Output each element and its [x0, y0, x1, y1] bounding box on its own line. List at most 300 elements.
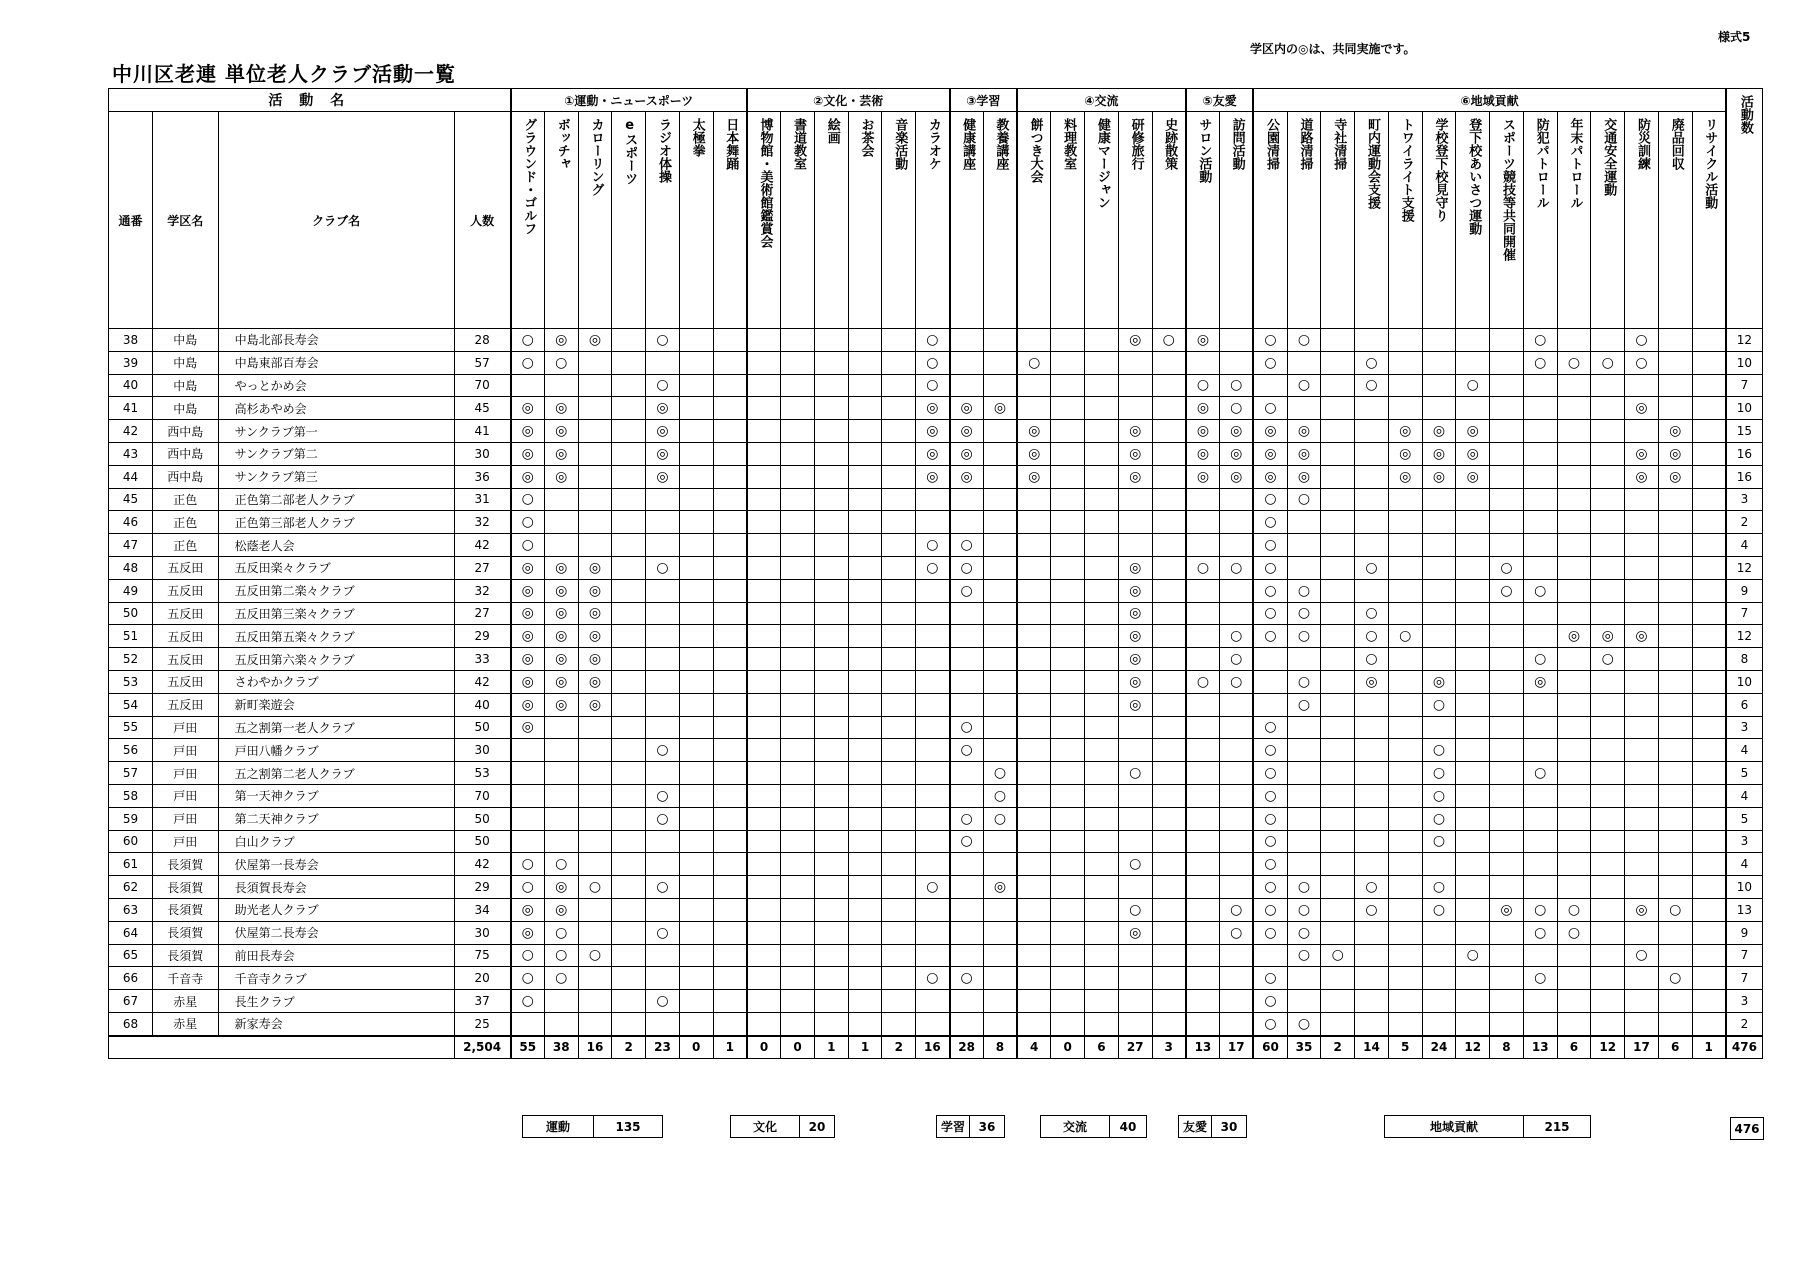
activity-mark	[713, 442, 747, 465]
activity-mark	[1625, 602, 1659, 625]
activity-mark	[882, 739, 916, 762]
table-row	[109, 488, 1763, 511]
activity-mark	[747, 488, 781, 511]
activity-mark	[882, 716, 916, 739]
activity-mark	[1625, 670, 1659, 693]
activity-mark: ○	[511, 853, 545, 876]
activity-mark	[1692, 1012, 1726, 1035]
activity-mark	[1321, 511, 1355, 534]
activity-mark: ◎	[1118, 420, 1152, 443]
activity-mark	[1152, 739, 1186, 762]
activity-mark: ○	[1422, 739, 1456, 762]
activity-mark	[1085, 556, 1119, 579]
activity-mark	[1085, 511, 1119, 534]
row-number: 63	[109, 898, 153, 921]
activity-mark	[814, 670, 848, 693]
district-name: 中島	[153, 397, 219, 420]
activity-mark	[1220, 329, 1254, 352]
activity-mark	[713, 693, 747, 716]
activity-mark	[1456, 693, 1490, 716]
activity-mark	[950, 898, 984, 921]
activity-mark	[848, 990, 882, 1013]
activity-mark: ○	[1253, 807, 1287, 830]
activity-mark	[1591, 990, 1625, 1013]
activity-mark	[1658, 830, 1692, 853]
district-name: 五反田	[153, 648, 219, 671]
activity-mark	[1456, 1012, 1490, 1035]
row-activity-count: 5	[1726, 762, 1763, 785]
activity-mark	[1557, 670, 1591, 693]
activity-mark	[679, 944, 713, 967]
activity-mark	[1692, 465, 1726, 488]
district-name: 西中島	[153, 465, 219, 488]
activity-mark	[1152, 351, 1186, 374]
activity-header: 研修旅行	[1118, 112, 1152, 329]
club-header: クラブ名	[218, 112, 454, 329]
activity-mark	[916, 898, 950, 921]
club-name: 中島北部長寿会	[218, 329, 454, 352]
activity-mark: ◎	[511, 602, 545, 625]
activity-mark	[578, 830, 612, 853]
activity-mark	[1388, 990, 1422, 1013]
district-name: 中島	[153, 351, 219, 374]
activity-mark	[1557, 374, 1591, 397]
summary-box	[730, 1115, 835, 1138]
activity-mark	[1085, 648, 1119, 671]
row-number: 47	[109, 534, 153, 557]
activity-mark	[1456, 762, 1490, 785]
activity-mark	[1118, 876, 1152, 899]
activity-mark	[1152, 898, 1186, 921]
activity-mark	[1625, 876, 1659, 899]
member-count: 30	[454, 442, 510, 465]
table-row	[109, 1012, 1763, 1035]
activity-mark: ○	[544, 853, 578, 876]
row-activity-count: 2	[1726, 1012, 1763, 1035]
activity-mark	[1152, 625, 1186, 648]
activity-mark	[1355, 397, 1389, 420]
activity-mark	[1118, 716, 1152, 739]
row-activity-count: 10	[1726, 876, 1763, 899]
activity-count-header: 活動数	[1726, 89, 1763, 329]
activity-mark	[1523, 1012, 1557, 1035]
activity-mark	[646, 693, 680, 716]
activity-mark	[848, 442, 882, 465]
activity-mark	[1658, 921, 1692, 944]
activity-header: 寺社清掃	[1321, 112, 1355, 329]
activity-mark	[1388, 648, 1422, 671]
activity-mark	[1388, 579, 1422, 602]
activity-mark	[1017, 853, 1051, 876]
activity-mark	[1490, 830, 1524, 853]
activity-mark	[1422, 556, 1456, 579]
activity-mark	[1490, 944, 1524, 967]
activity-mark	[1490, 876, 1524, 899]
table-row	[109, 442, 1763, 465]
activity-mark	[1591, 693, 1625, 716]
activity-mark: ○	[1220, 397, 1254, 420]
row-number: 59	[109, 807, 153, 830]
activity-mark	[1422, 625, 1456, 648]
activity-mark	[916, 921, 950, 944]
member-count: 30	[454, 739, 510, 762]
activity-mark	[1085, 739, 1119, 762]
club-name: サンクラブ第三	[218, 465, 454, 488]
activity-mark	[1557, 1012, 1591, 1035]
member-count: 28	[454, 329, 510, 352]
activity-mark	[1355, 944, 1389, 967]
activity-mark	[1625, 648, 1659, 671]
activity-mark	[747, 648, 781, 671]
activity-mark: ◎	[1118, 556, 1152, 579]
activity-mark: ◎	[1017, 420, 1051, 443]
activity-mark	[1490, 693, 1524, 716]
activity-mark	[814, 807, 848, 830]
activity-mark	[747, 329, 781, 352]
activity-mark	[950, 921, 984, 944]
activity-mark	[713, 898, 747, 921]
activity-mark: ◎	[1186, 442, 1220, 465]
activity-mark	[1051, 442, 1085, 465]
activity-mark	[679, 648, 713, 671]
activity-mark	[814, 693, 848, 716]
activity-mark	[1591, 853, 1625, 876]
activity-mark	[1490, 1012, 1524, 1035]
activity-mark	[882, 420, 916, 443]
activity-header: 公園清掃	[1253, 112, 1287, 329]
activity-header: 教養講座	[983, 112, 1017, 329]
activity-mark: ○	[1422, 876, 1456, 899]
activity-mark	[1658, 876, 1692, 899]
activity-mark	[1388, 488, 1422, 511]
totals-row	[109, 1036, 1763, 1059]
activity-mark	[950, 648, 984, 671]
activity-mark	[916, 762, 950, 785]
activity-mark	[1490, 488, 1524, 511]
activity-mark	[1557, 465, 1591, 488]
activity-mark: ○	[1355, 556, 1389, 579]
activity-mark	[1388, 967, 1422, 990]
activity-mark	[1186, 534, 1220, 557]
activity-mark	[848, 898, 882, 921]
activity-mark	[511, 1012, 545, 1035]
district-name: 中島	[153, 329, 219, 352]
activity-mark	[1017, 1012, 1051, 1035]
activity-mark: ○	[1253, 488, 1287, 511]
activity-mark	[612, 967, 646, 990]
activity-mark	[882, 465, 916, 488]
activity-mark	[916, 739, 950, 762]
activity-mark	[646, 579, 680, 602]
activity-total: 17	[1220, 1036, 1254, 1059]
activity-mark: ○	[1355, 648, 1389, 671]
activity-mark	[882, 625, 916, 648]
group-header: ①運動・ニュースポーツ	[511, 89, 747, 112]
activity-header: トワイライト支援	[1388, 112, 1422, 329]
activity-mark: ◎	[1456, 420, 1490, 443]
activity-mark	[1490, 625, 1524, 648]
activity-mark	[511, 374, 545, 397]
member-count: 40	[454, 693, 510, 716]
activity-mark: ○	[1152, 329, 1186, 352]
district-name: 五反田	[153, 579, 219, 602]
activity-mark	[1523, 534, 1557, 557]
activity-mark	[1152, 807, 1186, 830]
activity-mark	[1591, 898, 1625, 921]
activity-mark	[848, 921, 882, 944]
activity-mark	[679, 556, 713, 579]
activity-mark	[1422, 602, 1456, 625]
club-name: 正色第三部老人クラブ	[218, 511, 454, 534]
activity-mark	[646, 602, 680, 625]
activity-mark	[1456, 329, 1490, 352]
activity-mark	[1625, 853, 1659, 876]
activity-mark	[679, 921, 713, 944]
activity-mark: ○	[1220, 898, 1254, 921]
activity-mark: ◎	[578, 625, 612, 648]
activity-mark	[983, 442, 1017, 465]
activity-mark: ○	[1253, 990, 1287, 1013]
activity-mark	[1490, 511, 1524, 534]
activity-mark	[612, 329, 646, 352]
activity-mark	[1051, 716, 1085, 739]
activity-mark	[882, 488, 916, 511]
table-row	[109, 351, 1763, 374]
club-name: 第一天神クラブ	[218, 784, 454, 807]
activity-mark	[1456, 625, 1490, 648]
activity-mark: ◎	[1388, 465, 1422, 488]
activity-mark	[1591, 374, 1625, 397]
activity-header: 防災訓練	[1625, 112, 1659, 329]
activity-mark	[1220, 739, 1254, 762]
activity-mark	[1388, 534, 1422, 557]
activity-mark	[1591, 670, 1625, 693]
club-name: 長生クラブ	[218, 990, 454, 1013]
activity-mark	[1152, 670, 1186, 693]
activity-mark	[1490, 670, 1524, 693]
activity-mark	[1422, 579, 1456, 602]
activity-mark	[814, 944, 848, 967]
district-name: 正色	[153, 488, 219, 511]
activity-mark	[1287, 853, 1321, 876]
activity-mark	[612, 488, 646, 511]
activity-mark	[1490, 397, 1524, 420]
activity-mark	[1186, 876, 1220, 899]
activity-total: 0	[679, 1036, 713, 1059]
activity-mark: ○	[950, 579, 984, 602]
activity-mark: ◎	[916, 465, 950, 488]
activity-mark	[983, 898, 1017, 921]
activity-mark	[1321, 807, 1355, 830]
activity-mark	[1490, 442, 1524, 465]
activity-mark	[781, 602, 815, 625]
activity-mark	[1220, 693, 1254, 716]
activity-mark	[1152, 693, 1186, 716]
activity-mark	[848, 648, 882, 671]
activity-mark: ○	[1253, 397, 1287, 420]
activity-total: 24	[1422, 1036, 1456, 1059]
activity-mark	[1591, 1012, 1625, 1035]
activity-mark: ◎	[511, 898, 545, 921]
activity-header: ボッチャ	[544, 112, 578, 329]
activity-mark	[1625, 807, 1659, 830]
activity-mark	[848, 784, 882, 807]
activity-mark: ○	[916, 967, 950, 990]
activity-mark	[1692, 442, 1726, 465]
activity-mark	[1321, 967, 1355, 990]
activity-header: 道路清掃	[1287, 112, 1321, 329]
activity-mark	[814, 967, 848, 990]
activity-mark	[1557, 739, 1591, 762]
activity-mark	[1220, 876, 1254, 899]
table-row	[109, 898, 1763, 921]
activity-mark: ○	[1523, 351, 1557, 374]
activity-mark: ◎	[1220, 465, 1254, 488]
activity-mark	[1625, 556, 1659, 579]
activity-mark	[1085, 351, 1119, 374]
activity-mark	[1017, 762, 1051, 785]
activity-mark: ○	[1220, 374, 1254, 397]
activity-mark	[781, 944, 815, 967]
activity-mark	[1355, 762, 1389, 785]
activity-mark	[1118, 967, 1152, 990]
activity-mark: ○	[1118, 762, 1152, 785]
activity-total: 8	[1490, 1036, 1524, 1059]
activity-mark	[916, 990, 950, 1013]
activity-mark	[747, 807, 781, 830]
activity-mark	[814, 784, 848, 807]
activity-total: 2	[1321, 1036, 1355, 1059]
activity-mark: ○	[511, 329, 545, 352]
activity-mark	[950, 488, 984, 511]
activity-mark	[1523, 442, 1557, 465]
activity-mark	[1085, 967, 1119, 990]
activity-mark	[1625, 921, 1659, 944]
activity-mark: ○	[950, 830, 984, 853]
activity-mark	[679, 830, 713, 853]
activity-mark	[713, 534, 747, 557]
activity-mark	[1287, 830, 1321, 853]
group-header: ②文化・芸術	[747, 89, 950, 112]
activity-total: 35	[1287, 1036, 1321, 1059]
activity-mark: ○	[1355, 898, 1389, 921]
activity-mark: ◎	[1591, 625, 1625, 648]
activity-mark	[1017, 693, 1051, 716]
activity-header: 音楽活動	[882, 112, 916, 329]
activity-mark	[1692, 716, 1726, 739]
row-activity-count: 7	[1726, 602, 1763, 625]
activity-mark: ◎	[1287, 465, 1321, 488]
activity-mark	[1490, 648, 1524, 671]
activity-mark	[781, 329, 815, 352]
activity-mark: ○	[1388, 625, 1422, 648]
activity-mark	[1625, 693, 1659, 716]
activity-mark	[1658, 534, 1692, 557]
activity-mark	[544, 374, 578, 397]
totals-blank	[109, 1036, 455, 1059]
district-name: 五反田	[153, 693, 219, 716]
activity-mark	[1557, 397, 1591, 420]
activity-mark	[1220, 807, 1254, 830]
activity-mark	[1591, 784, 1625, 807]
activity-mark	[983, 990, 1017, 1013]
member-count: 50	[454, 807, 510, 830]
activity-mark	[1051, 762, 1085, 785]
activity-mark	[848, 853, 882, 876]
activity-mark: ◎	[950, 465, 984, 488]
activity-mark: ○	[1253, 784, 1287, 807]
activity-mark: ○	[950, 716, 984, 739]
activity-mark	[1186, 921, 1220, 944]
activity-mark	[612, 420, 646, 443]
activity-mark: ◎	[1456, 442, 1490, 465]
activity-mark	[848, 670, 882, 693]
activity-mark	[1017, 716, 1051, 739]
activity-mark	[1692, 784, 1726, 807]
activity-mark: ○	[1253, 921, 1287, 944]
activity-mark	[1490, 762, 1524, 785]
activity-mark: ◎	[544, 329, 578, 352]
activity-mark	[544, 784, 578, 807]
activity-header: eスポーツ	[612, 112, 646, 329]
activity-mark	[1085, 784, 1119, 807]
activity-mark	[713, 397, 747, 420]
activity-mark	[1355, 921, 1389, 944]
club-name: 正色第二部老人クラブ	[218, 488, 454, 511]
row-number: 68	[109, 1012, 153, 1035]
activity-mark: ◎	[1118, 465, 1152, 488]
activity-mark	[544, 807, 578, 830]
activity-mark	[1523, 784, 1557, 807]
activity-mark	[544, 716, 578, 739]
activity-mark	[612, 602, 646, 625]
activity-mark	[747, 465, 781, 488]
activity-mark	[1051, 374, 1085, 397]
activity-mark	[713, 511, 747, 534]
activity-mark	[882, 1012, 916, 1035]
activity-mark	[814, 488, 848, 511]
activity-mark	[612, 876, 646, 899]
activity-mark	[916, 511, 950, 534]
activity-mark: ○	[646, 990, 680, 1013]
activity-mark: ○	[1253, 739, 1287, 762]
activity-mark: ◎	[916, 442, 950, 465]
activity-mark	[1017, 488, 1051, 511]
activity-mark	[612, 625, 646, 648]
activity-mark	[578, 374, 612, 397]
activity-mark: ◎	[1422, 442, 1456, 465]
activity-mark	[1625, 511, 1659, 534]
activity-mark	[1658, 579, 1692, 602]
activity-mark	[747, 944, 781, 967]
row-number: 50	[109, 602, 153, 625]
activity-mark	[1422, 374, 1456, 397]
row-number: 53	[109, 670, 153, 693]
activity-mark	[747, 1012, 781, 1035]
activity-total: 60	[1253, 1036, 1287, 1059]
member-count: 36	[454, 465, 510, 488]
table-row	[109, 967, 1763, 990]
row-activity-count: 7	[1726, 967, 1763, 990]
activity-mark: ◎	[1658, 465, 1692, 488]
activity-mark	[1456, 830, 1490, 853]
activity-mark: ◎	[1625, 898, 1659, 921]
activity-mark	[1591, 602, 1625, 625]
activity-mark	[1118, 397, 1152, 420]
activity-mark: ◎	[544, 602, 578, 625]
activity-mark	[1692, 830, 1726, 853]
activity-mark	[781, 351, 815, 374]
